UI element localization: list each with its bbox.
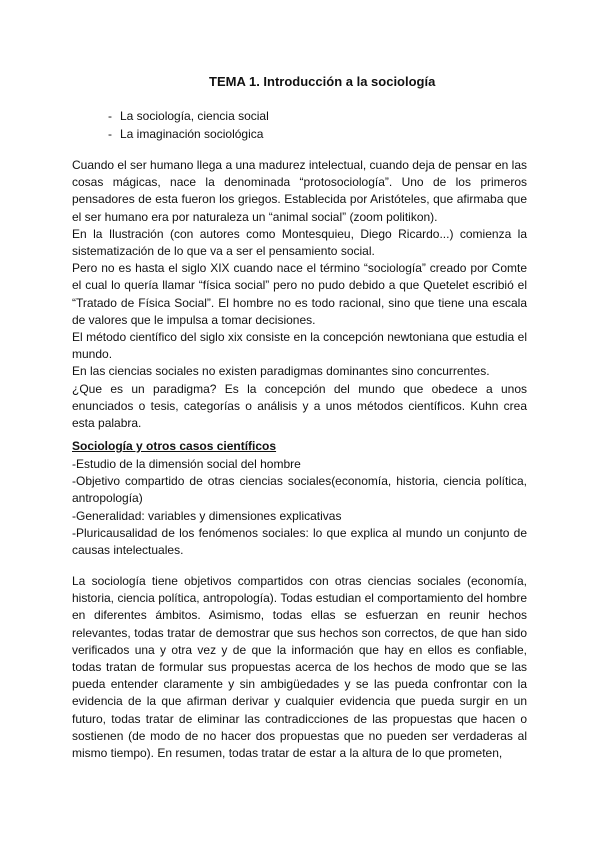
topic-list [108, 107, 269, 143]
list-item: -Objetivo compartido de otras ciencias sociales(economía, historia, ciencia política, antropología) [72, 474, 527, 506]
bullet-dash: - [108, 109, 112, 123]
paragraph: ¿Que es un paradigma? Es la concepción del mundo que obedece a unos enunciados o tesis, categorías o análisis y a unos métodos científicos. Kuhn crea esta palabra. [72, 381, 527, 431]
topic-item [108, 107, 269, 125]
closing-text [72, 573, 527, 762]
topic-label: La imaginación sociológica [120, 127, 264, 141]
list-item: -Generalidad: variables y dimensiones explicativas [72, 508, 342, 523]
paragraph: Cuando el ser humano llega a una madurez intelectual, cuando deja de pensar en las cosas mágicas, nace la denominada “protosociología”. Uno de los primeros pensadores de esta fueron los griegos. Establecida por Aristóteles, que afirmaba que el ser humano era por naturaleza un “animal social” (zoom politikon). [72, 158, 527, 224]
list-item: -Estudio de la dimensión social del hombre [72, 457, 301, 471]
intro-text [72, 157, 527, 432]
paragraph: La sociología tiene objetivos compartidos con otras ciencias sociales (economía, historia, ciencia política, antropología). Todas estudian el comportamiento del hombre en diferentes ámbitos. Asimismo, todas ellas se esfuerzan en reunir hechos relevantes, todas tratar de demostrar que sus hechos son correctos, de que han sido verificados una y otra vez y de que la información que hay en ellos es confiable, todas tratan de formular sus propuestas acerca de los hechos de modo que se las pueda entender claramente y sin ambigüedades y se las pueda confrontar con la evidencia de la que afirman derivar y cualquier evidencia que pueda surgir en un futuro, todas tratar de eliminar las contradicciones de las propuestas que hacen o sostienen (de modo de no hacer dos propuestas que no pueden ser verdaderas al mismo tiempo). En resumen, todas tratar de estar a la altura de lo que prometen, [72, 574, 527, 761]
page-title: TEMA 1. Introducción a la sociología [209, 74, 436, 89]
list-item: -Pluricausalidad de los fenómenos sociales: lo que explica al mundo un conjunto de causas intelectuales. [72, 525, 527, 558]
paragraph: Pero no es hasta el siglo XIX cuando nace el término “sociología” creado por Comte el cual lo quería llamar “física social” pero no pudo debido a que Quetelet escribió el “Tratado de Física Social”. El hombre no es todo racional, sino que tiene una escala de valores que le impulsa a tomar decisiones. [72, 261, 527, 327]
paragraph: El método científico del siglo xix consiste en la concepción newtoniana que estudia el mundo. [72, 330, 527, 362]
section-list [72, 456, 527, 559]
bullet-dash: - [108, 127, 112, 141]
section-heading: Sociología y otros casos científicos [72, 439, 277, 453]
topic-label: La sociología, ciencia social [120, 109, 269, 123]
topic-item [108, 125, 269, 143]
paragraph: En la Ilustración (con autores como Montesquieu, Diego Ricardo...) comienza la sistematización de lo que va a ser el pensamiento social. [72, 226, 527, 259]
paragraph: En las ciencias sociales no existen paradigmas dominantes sino concurrentes. [72, 364, 490, 379]
